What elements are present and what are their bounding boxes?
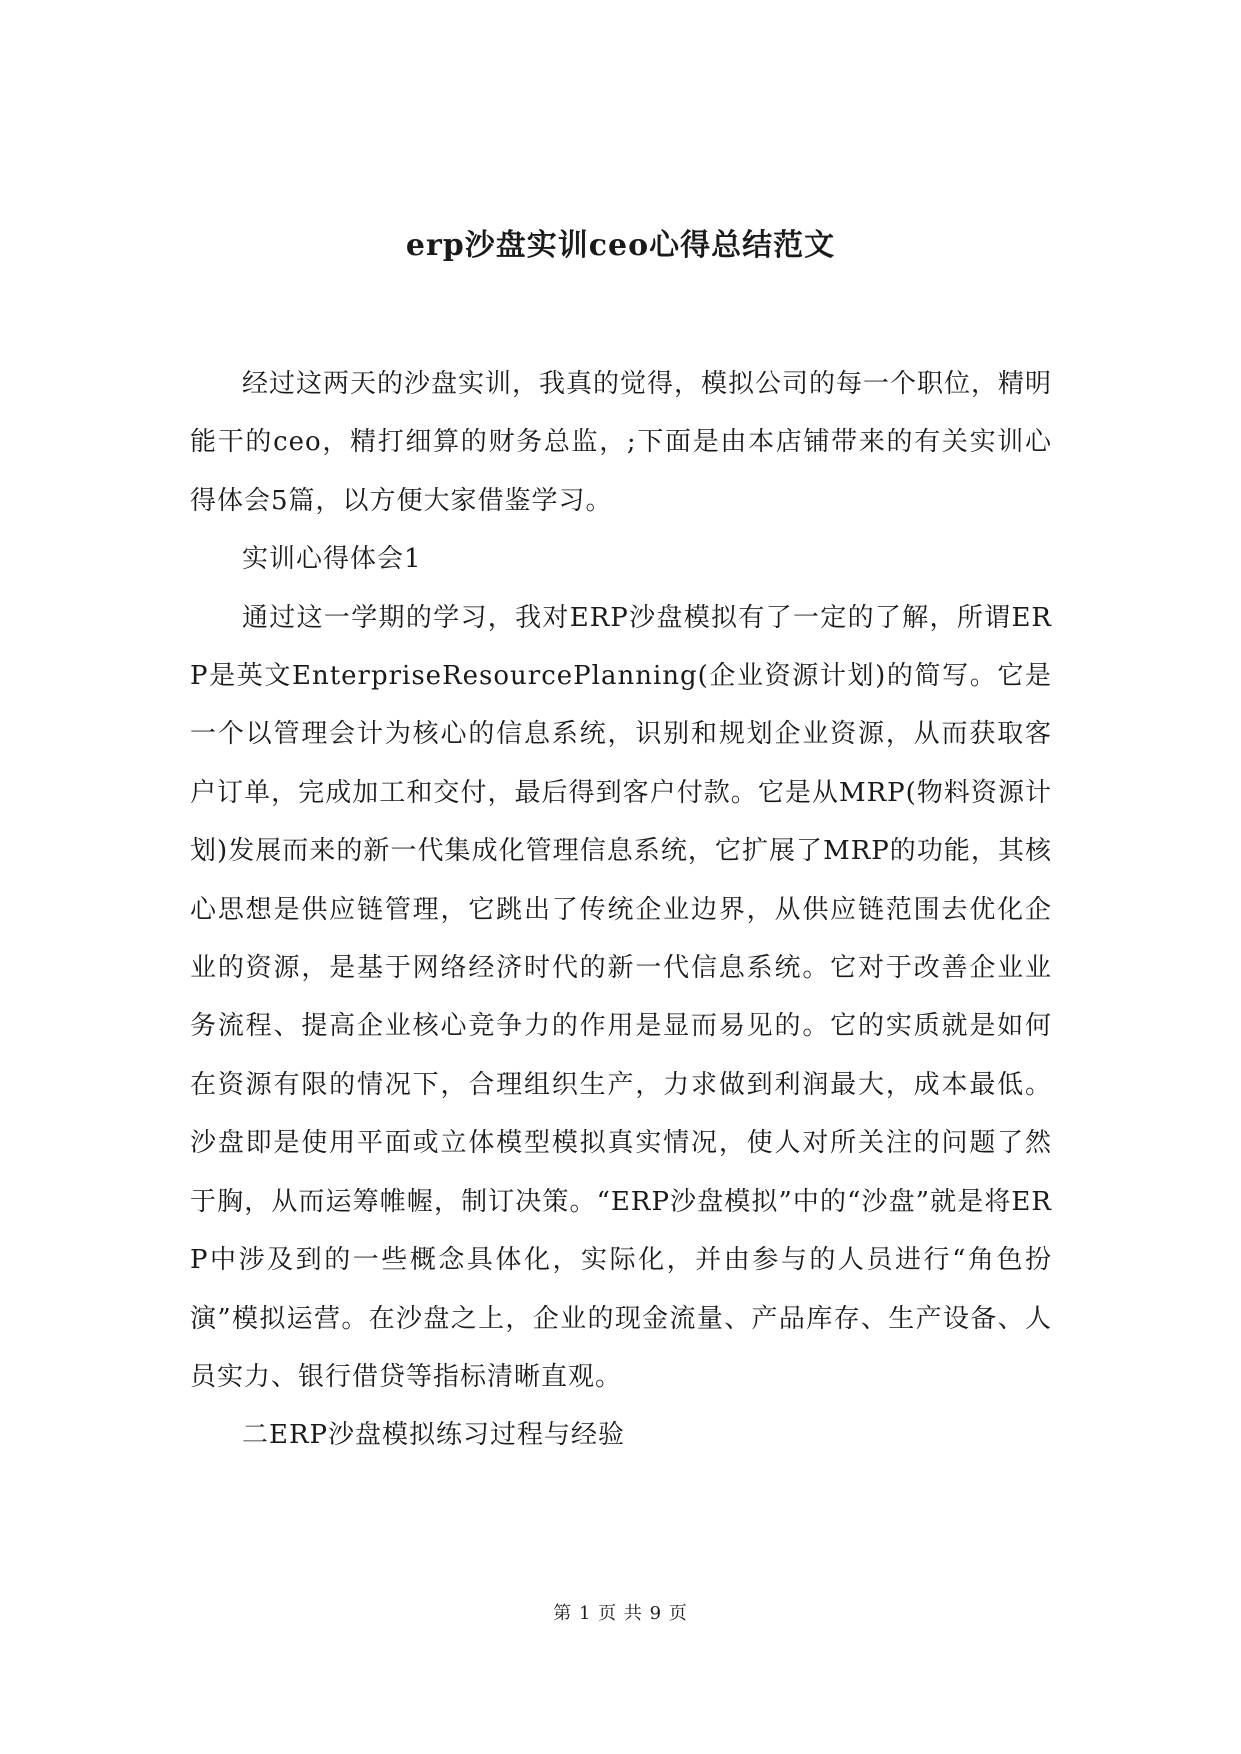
paragraph-erp-overview: 通过这一学期的学习，我对ERP沙盘模拟有了一定的了解，所谓ERP是英文EnterpriseResourcePlanning(企业资源计划)的简写。它是一个以管理会计为核心的信息系统，识别和规划企业资源，从而获取客户订单，完成加工和交付，最后得到客户付款。它是从MRP(物料资源计划)发展而来的新一代集成化管理信息系统，它扩展了MRP的功能，其核心思想是供应链管理，它跳出了传统企业边界，从供应链范围去优化企业的资源，是基于网络经济时代的新一代信息系统。它对于改善企业业务流程、提高企业核心竞争力的作用是显而易见的。它的实质就是如何在资源有限的情况下，合理组织生产，力求做到利润最大，成本最低。沙盘即是使用平面或立体模型模拟真实情况，使人对所关注的问题了然于胸，从而运筹帷幄，制订决策。“ERP沙盘模拟”中的“沙盘”就是将ERP中涉及到的一些概念具体化，实际化，并由参与的人员进行“角色扮演”模拟运营。在沙盘之上，企业的现金流量、产品库存、生产设备、人员实力、银行借贷等指标清晰直观。 — [190, 602, 1052, 1392]
section-heading-2: 二ERP沙盘模拟练习过程与经验 — [242, 1420, 626, 1451]
section-heading-1: 实训心得体会1 — [242, 544, 422, 575]
page-footer: 第 1 页 共 9 页 — [553, 1603, 688, 1624]
paragraph-intro: 经过这两天的沙盘实训，我真的觉得，模拟公司的每一个职位，精明能干的ceo，精打细算的财务总监，;下面是由本店铺带来的有关实训心得体会5篇，以方便大家借鉴学习。 — [190, 369, 1053, 516]
document-title: erp沙盘实训ceo心得总结范文 — [405, 228, 836, 263]
document-body — [190, 355, 1052, 1465]
